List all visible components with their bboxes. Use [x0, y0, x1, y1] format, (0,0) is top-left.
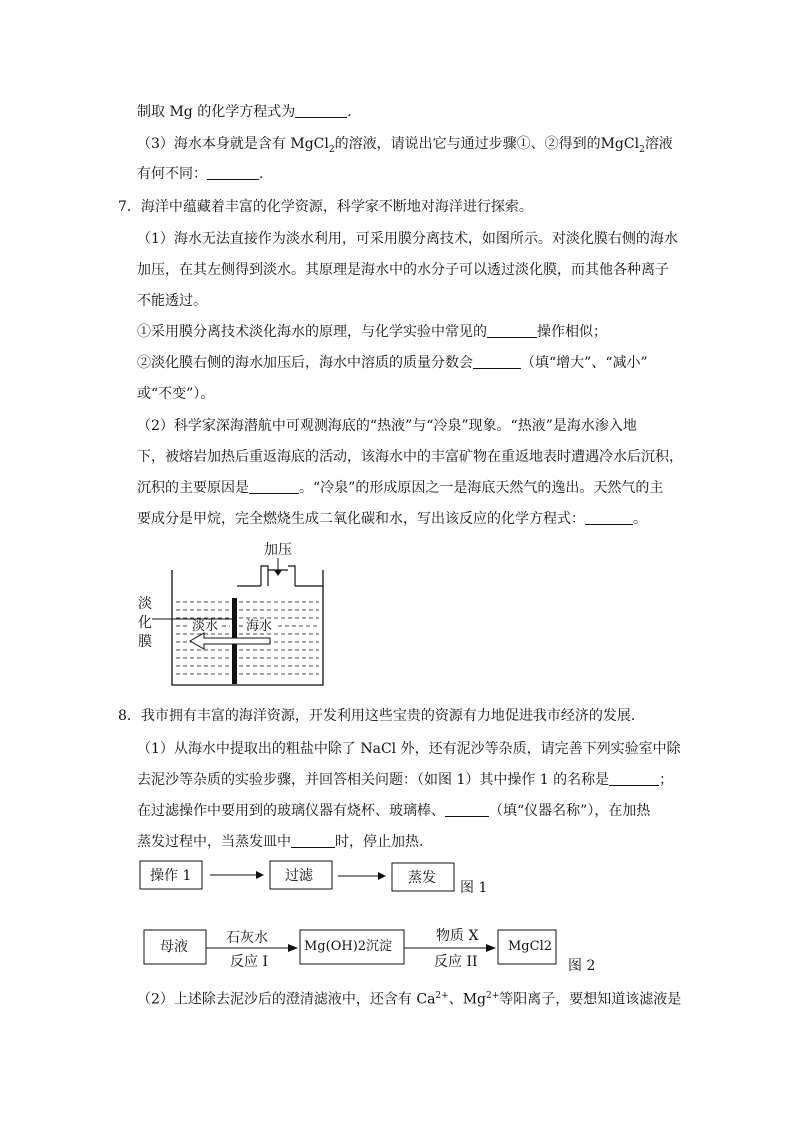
fig1-box-evaporate: 蒸发: [408, 870, 436, 886]
answer-blank[interactable]: [249, 479, 299, 494]
q6-part3-line1: （3）海水本身就是含有 MgCl$_2$的溶液，请说出它与通过步骤①、②得到的MgCl$_2$溶液: [137, 136, 673, 155]
answer-blank[interactable]: [445, 802, 489, 817]
q8-stem: 8．我市拥有丰富的海洋资源，开发利用这些宝贵的资源有力地促进我市经济的发展．: [118, 708, 645, 724]
q7-part2-line2: 下，被熔岩加热后重返海底的活动，该海水中的丰富矿物在重返地表时遭遇冷水后沉积，: [137, 449, 683, 465]
fig2-box-mgcl2: MgCl2: [508, 939, 553, 954]
fresh-water-label: 淡水: [192, 619, 219, 634]
q6-equation-text: 制取 Mg 的化学方程式为: [137, 104, 296, 120]
q8-part1-line2: 去泥沙等杂质的实验步骤，并回答相关问题：（如图 1）其中操作 1 的名称是 ；: [137, 772, 674, 788]
fig1-caption: 图 1: [460, 880, 488, 896]
answer-blank[interactable]: [609, 771, 659, 786]
q7-part1-line1: （1）海水无法直接作为淡水利用，可采用膜分离技术，如图所示。对淡化膜右侧的海水: [137, 231, 678, 247]
q8-part1-line4: 蒸发过程中，当蒸发皿中 时，停止加热．: [137, 834, 433, 850]
q6-part3-line2: 有何不同： .: [137, 166, 264, 182]
fig2-arrow1-top: 石灰水: [226, 930, 268, 946]
fig2-caption: 图 2: [568, 958, 596, 974]
q7-part2-line4: 要成分是甲烷，完全燃烧生成二氧化碳和水，写出该反应的化学方程式： 。: [137, 511, 647, 527]
fig2-box-mgoh2: Mg(OH)2沉淀: [304, 939, 393, 954]
q8-part1-line3: 在过滤操作中要用到的玻璃仪器有烧杯、玻璃棒、 （填“仪器名称”），在加热: [137, 803, 651, 819]
fig2-arrow2-top: 物质 X: [436, 928, 479, 944]
q7-part2-line3: 沉积的主要原因是 。“冷泉”的形成原因之一是海底天然气的逸出。天然气的主: [137, 480, 664, 496]
fig1-box-operation1: 操作 1: [150, 868, 192, 884]
answer-blank[interactable]: [585, 510, 633, 525]
answer-blank[interactable]: [207, 165, 259, 180]
membrane-label-3: 膜: [138, 634, 152, 650]
q7-stem: 7．海洋中蕴藏着丰富的化学资源，科学家不断地对海洋进行探索。: [118, 199, 533, 215]
answer-blank[interactable]: [295, 103, 347, 118]
q7-sub2-line2: 或“不变”）。: [137, 386, 215, 402]
answer-blank[interactable]: [473, 354, 521, 369]
pressure-label: 加压: [264, 542, 292, 558]
q8-part1-line1: （1）从海水中提取出的粗盐中除了 NaCl 外，还有泥沙等杂质，请完善下列实验室中除: [137, 741, 681, 757]
fig2-box-mother-liquor: 母液: [160, 939, 188, 955]
figure-1-arrows: [138, 858, 498, 898]
figure-1-flow: [138, 858, 498, 898]
q7-sub1: ①采用膜分离技术淡化海水的原理，与化学实验中常见的 操作相似；: [137, 324, 607, 340]
sea-water-label: 海水: [246, 619, 273, 634]
q7-part2-line1: （2）科学家深海潜航中可观测海底的“热液”与“冷泉”现象。“热液”是海水渗入地: [137, 418, 637, 434]
q7-part1-line2: 加压，在其左侧得到淡水。其原理是海水中的水分子可以透过淡化膜，而其他各种离子: [137, 262, 669, 278]
answer-blank[interactable]: [291, 833, 335, 848]
fig2-arrow2-bottom: 反应 II: [434, 954, 478, 970]
q7-part1-line3: 不能透过。: [137, 293, 207, 309]
membrane-label-2: 化: [138, 615, 152, 631]
q8-part2-line1: （2）上述除去泥沙后的澄清滤液中，还含有 $Ca^{2+}$、$Mg^{2+}$等阳离子，要想知道该滤液是: [137, 991, 682, 1008]
membrane-label-1: 淡: [138, 596, 152, 612]
membrane-desalination-figure: [138, 540, 338, 690]
figure-2-flow: [140, 924, 600, 978]
q7-sub2: ②淡化膜右侧的海水加压后，海水中溶质的质量分数会 （填“增大”、“减小”: [137, 355, 648, 371]
answer-blank[interactable]: [487, 323, 537, 338]
q6-equation-line: 制取 Mg 的化学方程式为 .: [137, 104, 352, 120]
fig2-arrow1-bottom: 反应 I: [230, 954, 268, 970]
fig1-box-filter: 过滤: [285, 868, 313, 884]
membrane-diagram: [138, 540, 338, 690]
